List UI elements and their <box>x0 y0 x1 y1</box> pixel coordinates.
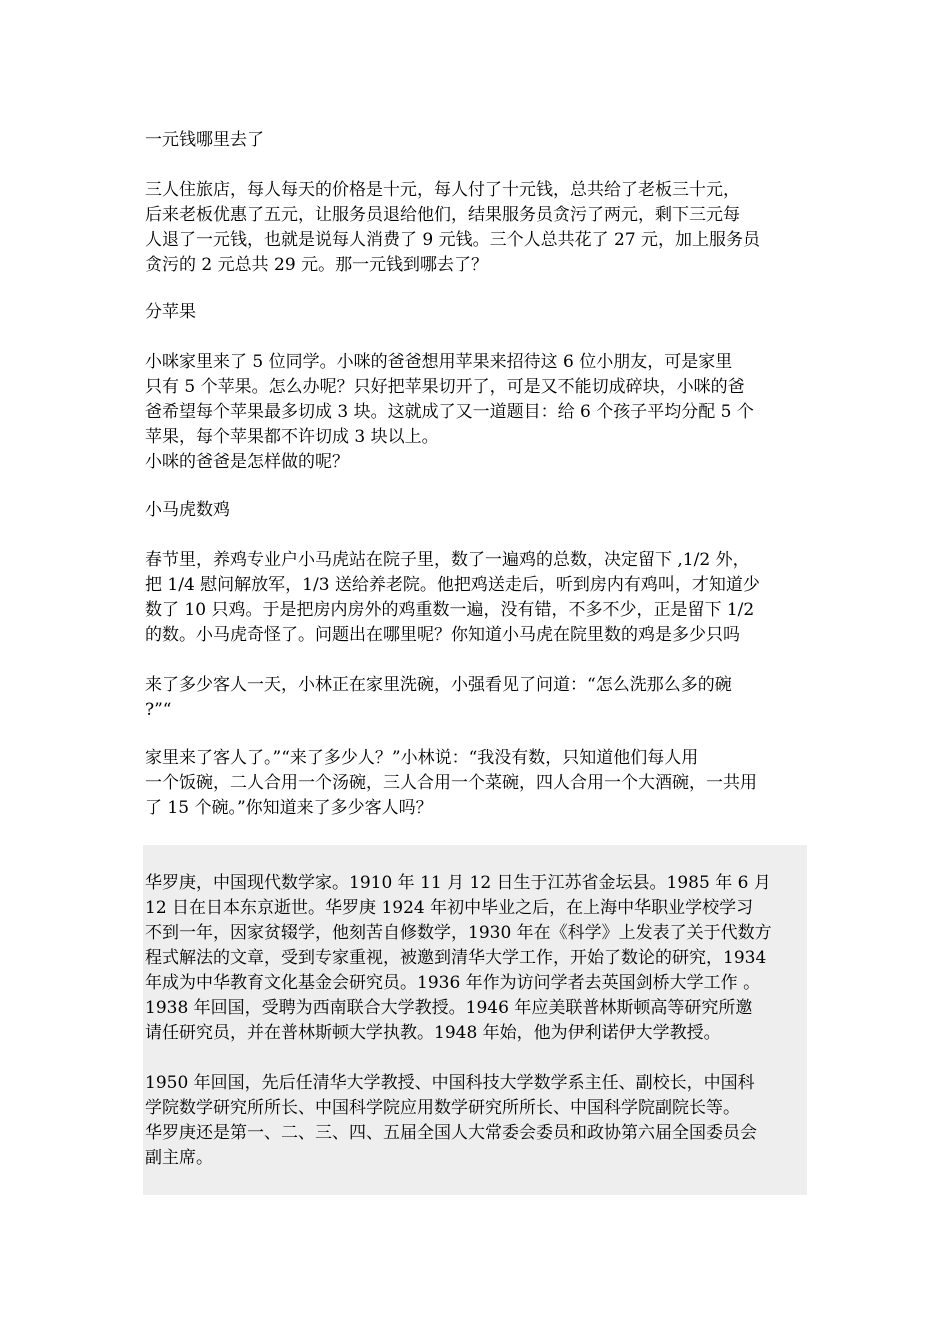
paragraph-line: 一个饭碗，二人合用一个汤碗，三人合用一个菜碗，四人合用一个大酒碗，一共用 <box>145 773 757 793</box>
paragraph-line: ?”“ <box>145 700 172 720</box>
paragraph-missing-yuan <box>145 178 810 278</box>
paragraph-line: 华罗庚还是第一、二、三、四、五届全国人大常委会委员和政协第六届全国委员会 <box>145 1123 757 1143</box>
section-title-chickens <box>145 498 810 523</box>
paragraph-hua-luogeng-bio <box>145 871 810 1046</box>
paragraph-line: 贪污的 2 元总共 29 元。那一元钱到哪去了？ <box>145 255 489 275</box>
paragraph-line: 把 1/4 慰问解放军，1/3 送给养老院。他把鸡送走后，听到房内有鸡叫，才知道少 <box>145 575 760 595</box>
paragraph-line: 只有 5 个苹果。怎么办呢？只好把苹果切开了，可是又不能切成碎块，小咪的爸 <box>145 377 745 397</box>
paragraph-guests-intro <box>145 673 810 723</box>
paragraph-line: 程式解法的文章，受到专家重视，被邀到清华大学工作，开始了数论的研究，1934 <box>145 948 767 968</box>
paragraph-line: 不到一年，因家贫辍学，他刻苦自修数学，1930 年在《科学》上发表了关于代数方 <box>145 923 772 943</box>
paragraph-line: 爸希望每个苹果最多切成 3 块。这就成了又一道题目：给 6 个孩子平均分配 5 个 <box>145 402 754 422</box>
paragraph-line: 请任研究员，并在普林斯顿大学执教。1948 年始，他为伊利诺伊大学教授。 <box>145 1023 721 1043</box>
paragraph-line: 年成为中华教育文化基金会研究员。1936 年作为访问学者去英国剑桥大学工作 。 <box>145 973 761 993</box>
paragraph-line: 数了 10 只鸡。于是把房内房外的鸡重数一遍，没有错，不多不少，正是留下 1/2 <box>145 600 755 620</box>
paragraph-line: 后来老板优惠了五元，让服务员退给他们，结果服务员贪污了两元，剩下三元每 <box>145 205 740 225</box>
section-title-apples <box>145 300 810 325</box>
paragraph-hua-luogeng-career <box>145 1071 810 1171</box>
section-title: 小马虎数鸡 <box>145 500 230 520</box>
section-title: 分苹果 <box>145 302 196 322</box>
paragraph-line: 人退了一元钱，也就是说每人消费了 9 元钱。三个人总共花了 27 元，加上服务员 <box>145 230 761 250</box>
paragraph-apples <box>145 350 810 475</box>
paragraph-line: 春节里，养鸡专业户小马虎站在院子里，数了一遍鸡的总数，决定留下 ,1/2 外， <box>145 550 750 570</box>
section-title: 一元钱哪里去了 <box>145 130 264 150</box>
paragraph-chickens <box>145 548 810 648</box>
paragraph-line: 华罗庚，中国现代数学家。1910 年 11 月 12 日生于江苏省金坛县。1985 年 6 月 <box>145 873 771 893</box>
paragraph-line: 的数。小马虎奇怪了。问题出在哪里呢？你知道小马虎在院里数的鸡是多少只吗 <box>145 625 740 645</box>
paragraph-line: 副主席。 <box>145 1148 213 1168</box>
paragraph-line: 学院数学研究所所长、中国科学院应用数学研究所所长、中国科学院副院长等。 <box>145 1098 740 1118</box>
paragraph-line: 1938 年回国，受聘为西南联合大学教授。1946 年应美联普林斯顿高等研究所邀 <box>145 998 753 1018</box>
section-title-missing-yuan <box>145 128 810 153</box>
paragraph-line: 小咪的爸爸是怎样做的呢？ <box>145 452 349 472</box>
paragraph-line: 12 日在日本东京逝世。华罗庚 1924 年初中毕业之后，在上海中华职业学校学习 <box>145 898 754 918</box>
paragraph-line: 家里来了客人了。”“来了多少人？”小林说：“我没有数，只知道他们每人用 <box>145 748 699 768</box>
paragraph-guests <box>145 746 810 821</box>
paragraph-line: 了 15 个碗。”你知道来了多少客人吗？ <box>145 798 433 818</box>
paragraph-line: 来了多少客人一天，小林正在家里洗碗，小强看见了问道：“怎么洗那么多的碗 <box>145 675 732 695</box>
paragraph-line: 1950 年回国，先后任清华大学教授、中国科技大学数学系主任、副校长，中国科 <box>145 1073 755 1093</box>
paragraph-line: 苹果，每个苹果都不许切成 3 块以上。 <box>145 427 439 447</box>
paragraph-line: 三人住旅店，每人每天的价格是十元，每人付了十元钱，总共给了老板三十元， <box>145 180 740 200</box>
paragraph-line: 小咪家里来了 5 位同学。小咪的爸爸想用苹果来招待这 6 位小朋友，可是家里 <box>145 352 733 372</box>
